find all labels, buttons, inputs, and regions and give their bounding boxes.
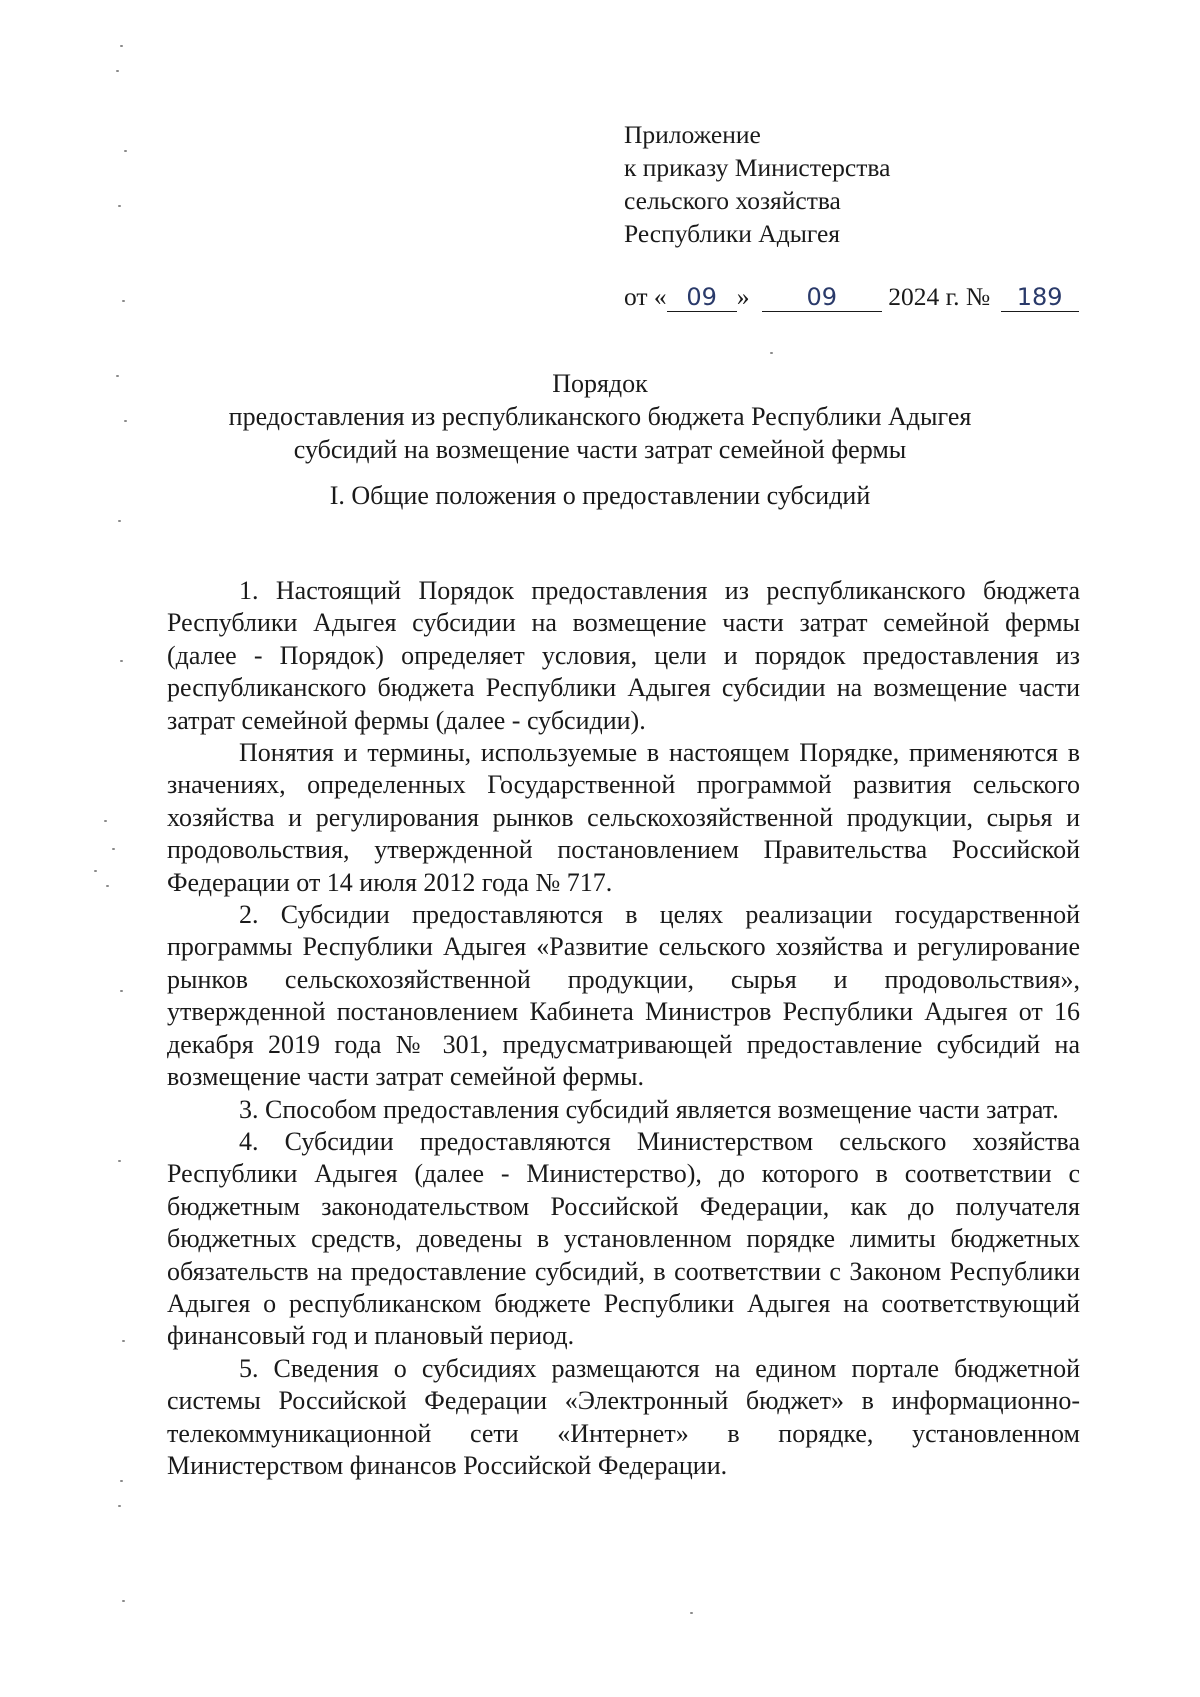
- paragraph-terms: Понятия и термины, используемые в настоящем Порядке, применяются в значениях, определенных Государственной программой развития сельского хозяйства и регулирования рынков сельскохозяйственной продукции, сырья и продовольствия, утвержденной постановлением Правительства Российской Федерации от 14 июля 2012 года № 717.: [167, 738, 1080, 897]
- section-heading: I. Общие положения о предоставлении субсидий: [329, 481, 871, 510]
- date-prefix: от «: [624, 282, 667, 311]
- paragraph-1: 1. Настоящий Порядок предоставления из республиканского бюджета Республики Адыгея субсидии на возмещение части затрат семейной фермы (далее - Порядок) определяет условия, цели и порядок предоставления из республиканского бюджета Республики Адыгея субсидии на возмещение части затрат семейной фермы (далее - субсидии).: [167, 576, 1080, 735]
- appendix-line-4: Республики Адыгея: [624, 219, 840, 248]
- paragraph-2: 2. Субсидии предоставляются в целях реализации государственной программы Республики Адыгея «Развитие сельского хозяйства и регулирование рынков сельскохозяйственной продукции, сырья и продовольствия», утвержденной постановлением Кабинета Министров Республики Адыгея от 16 декабря 2019 года № 301, предусматривающей предоставление субсидий на возмещение части затрат семейной фермы.: [167, 900, 1080, 1092]
- appendix-line-3: сельского хозяйства: [624, 186, 841, 215]
- order-date-line: [624, 280, 1079, 313]
- appendix-line-1: Приложение: [624, 120, 761, 149]
- document-body: [167, 575, 1080, 1482]
- date-mid: »: [736, 282, 750, 311]
- document-title: [0, 367, 1200, 466]
- handwritten-order-number: 189: [1001, 283, 1079, 312]
- title-line-2: предоставления из республиканского бюджета Республики Адыгея: [228, 402, 972, 431]
- title-heading: Порядок: [552, 369, 648, 398]
- paragraph-3: 3. Способом предоставления субсидий является возмещение части затрат.: [239, 1094, 1059, 1124]
- date-year-suffix: 2024 г. №: [888, 282, 991, 311]
- paragraph-5: 5. Сведения о субсидиях размещаются на едином портале бюджетной системы Российской Федерации «Электронный бюджет» в информационно-телекоммуникационной сети «Интернет» в порядке, установленном Министерством финансов Российской Федерации.: [167, 1353, 1080, 1480]
- appendix-line-2: к приказу Министерства: [624, 153, 891, 182]
- handwritten-month: 09: [762, 283, 882, 312]
- title-line-3: субсидий на возмещение части затрат семейной фермы: [293, 435, 907, 464]
- handwritten-day: 09: [667, 283, 737, 312]
- paragraph-4: 4. Субсидии предоставляются Министерством сельского хозяйства Республики Адыгея (далее - Министерство), до которого в соответствии с бюджетным законодательством Российской Федерации, как до получателя бюджетных средств, доведены в установленном порядке лимиты бюджетных обязательств на предоставление субсидий, в соответствии с Законом Республики Адыгея о республиканском бюджете Республики Адыгея на соответствующий финансовый год и плановый период.: [167, 1126, 1080, 1351]
- appendix-block: [624, 118, 890, 250]
